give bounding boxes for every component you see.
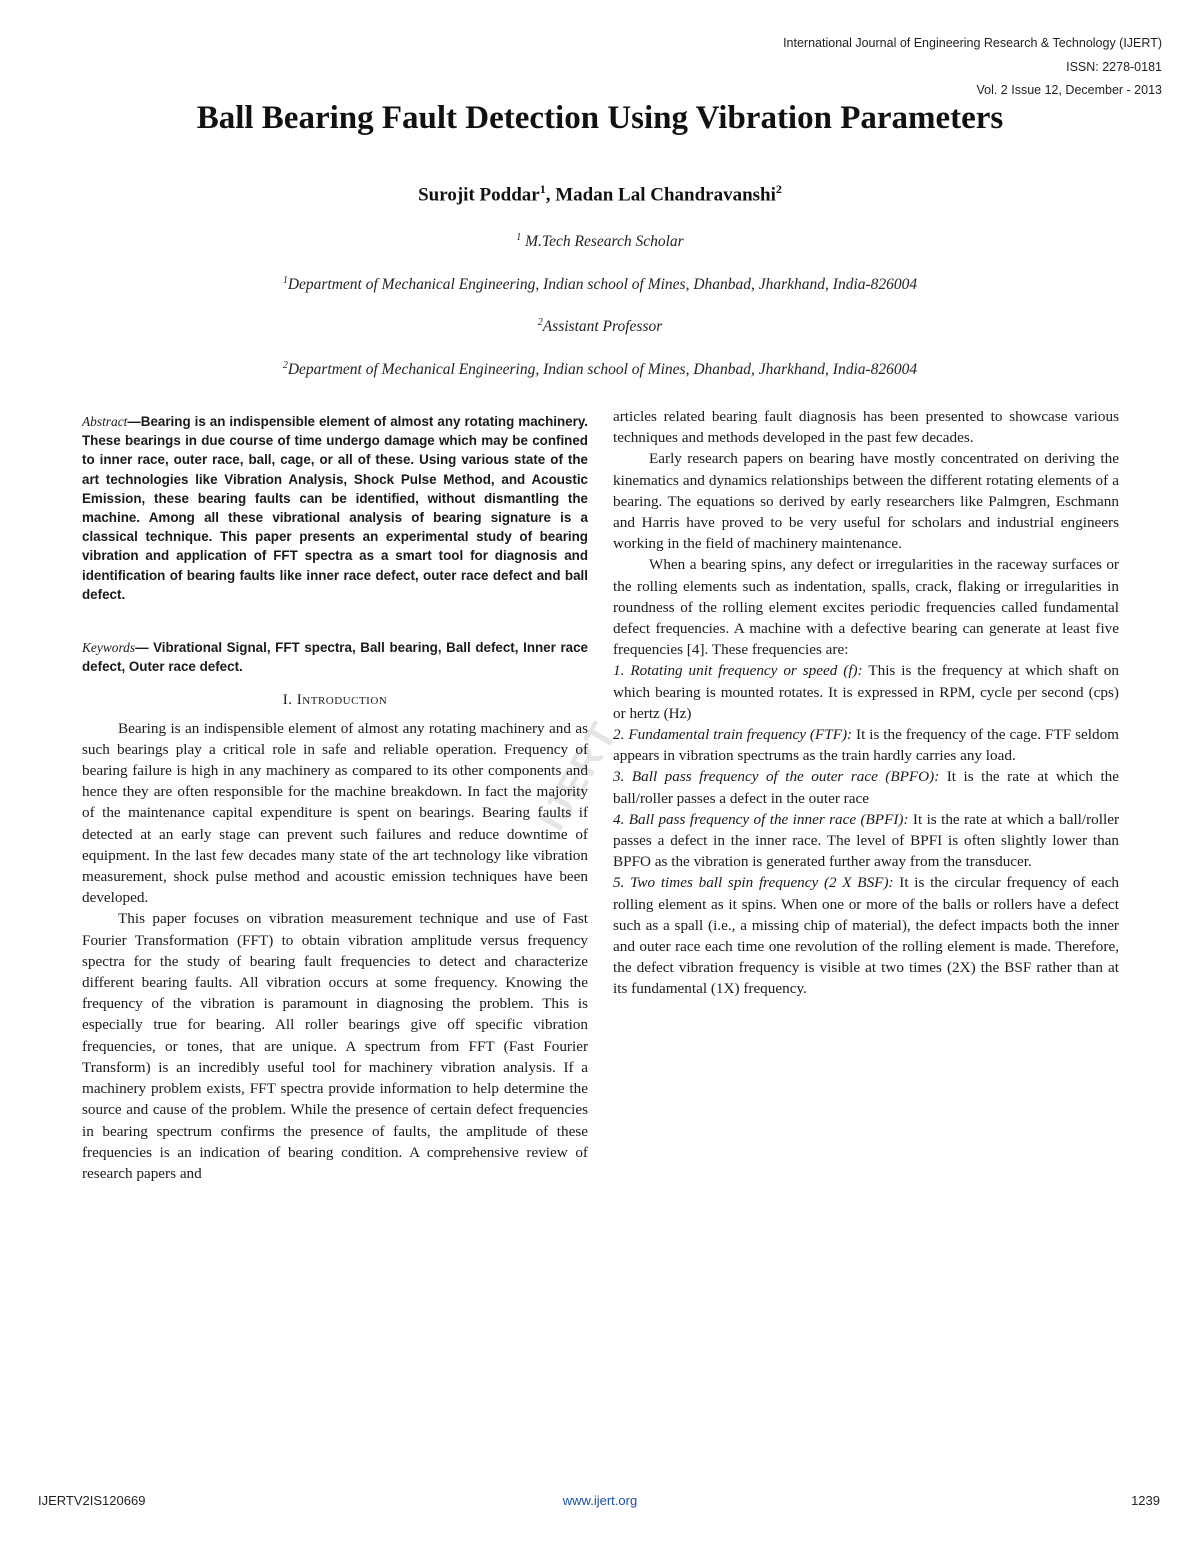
paper-id: IJERTV2IS120669 xyxy=(38,1493,146,1508)
frequency-term: 3. Ball pass frequency of the outer race (BPFO): xyxy=(613,768,940,786)
abstract xyxy=(82,412,588,604)
body-paragraph: This paper focuses on vibration measurement technique and use of Fast Fourier Transformation (FFT) to obtain vibration amplitude versus frequency spectra for the study of bearing fault frequencies to detect and characterize different bearing faults. All vibration occurs at some frequency. Knowing the frequency of the vibration is paramount in diagnosing the problem. This is especially true for bearing. All roller bearings give off specific vibration frequencies, or tones, that are unique. A spectrum from FFT (Fast Fourier Transform) is an incredibly useful tool for machinery vibration analysis. If a machinery problem exists, FFT spectra provide information to help determine the source and cause of the problem. While the presence of certain defect frequencies in bearing spectrum confirms the presence of faults, the amplitude of these frequencies is an indication of bearing condition. A comprehensive review of research papers and xyxy=(82,910,588,1182)
frequency-description: It is the rate at which a ball/roller passes a defect in the inner race. The level of BPFI is often slightly lower than BPFO as the vibration is generated further away from the transducer. xyxy=(613,810,1120,871)
volume-issue: Vol. 2 Issue 12, December - 2013 xyxy=(976,83,1162,97)
affiliation xyxy=(0,317,1200,336)
frequency-term: 1. Rotating unit frequency or speed (f): xyxy=(613,662,863,680)
keywords-dash: — xyxy=(135,640,154,656)
frequency-item xyxy=(613,724,1119,766)
keywords-text: Vibrational Signal, FFT spectra, Ball bearing, Ball defect, Inner race defect, Outer race defect. xyxy=(82,640,588,675)
section-title: Introduction xyxy=(296,692,388,709)
affiliation xyxy=(0,275,1200,294)
author-name: Madan Lal Chandravanshi xyxy=(555,184,776,206)
affiliation xyxy=(0,232,1200,251)
frequency-term: 2. Fundamental train frequency (FTF): xyxy=(613,726,853,744)
watermark: IJERT xyxy=(530,714,627,838)
affiliation-text: Assistant Professor xyxy=(542,318,663,336)
author-separator: , xyxy=(545,184,556,206)
frequency-description: It is the frequency of the cage. FTF seldom appears in vibration spectrums as the train hardly carries any load. xyxy=(613,726,1119,765)
frequency-description: It is the circular frequency of each rolling element as it spins. When one or more of the balls or rollers have a defect such as a spall (i.e., a missing chip of material), the defect impacts both the inner and outer race each time one revolution of the rolling element is made. Therefore, the defect vibration frequency is visible at two times (2X) the BSF rather than at its fundamental (1X) frequency. xyxy=(613,874,1119,998)
frequency-description: This is the frequency at which shaft on which bearing is mounted rotates. It is expressed in RPM, cycle per second (cps) or hertz (Hz) xyxy=(613,662,1119,722)
section-number: I. xyxy=(282,692,297,709)
affiliation-sup: 1 xyxy=(516,232,522,243)
body-paragraph: When a bearing spins, any defect or irregularities in the raceway surfaces or the rolling elements such as indentation, spalls, crack, flaking or irregularities in roundness of the rolling element excites periodic frequencies called fundamental defect frequencies. A machine with a defective bearing can generate at least five frequencies [4]. These frequencies are: xyxy=(613,556,1119,659)
paper-title: Ball Bearing Fault Detection Using Vibration Parameters xyxy=(196,100,1004,136)
affiliation-text: Department of Mechanical Engineering, Indian school of Mines, Dhanbad, Jharkhand, India-826004 xyxy=(287,276,918,294)
section-heading xyxy=(82,690,588,711)
journal-url-link[interactable]: www.ijert.org xyxy=(562,1493,638,1508)
frequency-term: 4. Ball pass frequency of the inner race (BPFI): xyxy=(613,810,909,828)
abstract-label: Abstract xyxy=(82,414,128,429)
right-column xyxy=(613,406,1119,1000)
frequency-item xyxy=(613,660,1119,724)
issn: ISSN: 2278-0181 xyxy=(1066,60,1162,74)
affiliation xyxy=(0,360,1200,379)
affiliation-sup: 2 xyxy=(282,360,288,371)
frequency-item xyxy=(613,809,1119,873)
frequency-description: It is the rate at which the ball/roller passes a defect in the outer race xyxy=(613,768,1119,807)
frequency-item xyxy=(613,766,1119,808)
body-paragraph: articles related bearing fault diagnosis has been presented to showcase various techniques and methods developed in the past few decades. xyxy=(613,408,1119,447)
affiliation-text: Department of Mechanical Engineering, Indian school of Mines, Dhanbad, Jharkhand, India-826004 xyxy=(287,361,918,379)
author-sup: 2 xyxy=(775,182,782,196)
keywords-label: Keywords xyxy=(82,640,136,656)
body-paragraph: Early research papers on bearing have mostly concentrated on deriving the kinematics and dynamics relationships between the different rotating elements of a bearing. The equations so derived by early researchers like Palmgren, Eschmann and Harris have proved to be very useful for scholars and industrial engineers working in the field of machinery maintenance. xyxy=(613,450,1119,553)
frequency-item xyxy=(613,872,1119,999)
body-paragraph: Bearing is an indispensible element of almost any rotating machinery and as such bearings play a critical role in safe and reliable operation. Frequency of bearing failure is high in any machinery as compared to its other components and hence they are often responsible for the machine breakdown. In fact the majority of the maintenance capital expenditure is spent on bearings. Bearing faults if detected at an early stage can prevent such failures and reduce downtime of equipment. In the last few decades many state of the art technology like vibration measurement, shock pulse method and acoustic emission techniques have been developed. xyxy=(82,719,588,907)
affiliation-sup: 2 xyxy=(537,317,543,328)
abstract-dash: — xyxy=(127,414,141,429)
affiliation-sup: 1 xyxy=(282,275,288,286)
author-name: Surojit Poddar xyxy=(418,184,540,206)
page-number: 1239 xyxy=(1131,1493,1160,1508)
frequency-term: 5. Two times ball spin frequency (2 X BSF): xyxy=(613,874,894,892)
journal-name: International Journal of Engineering Research & Technology (IJERT) xyxy=(783,36,1162,50)
affiliation-text: M.Tech Research Scholar xyxy=(525,233,684,251)
left-column xyxy=(82,412,588,1184)
keywords xyxy=(82,638,588,676)
author-sup: 1 xyxy=(539,182,546,196)
author-list xyxy=(0,182,1200,206)
abstract-text: Bearing is an indispensible element of almost any rotating machinery. These bearings in due course of time undergo damage which may be confined to inner race, outer race, ball, cage, or all of these. Using various state of the art technologies like Vibration Analysis, Shock Pulse Method, and Acoustic Emission, these bearing faults can be identified, without dismantling the machine. Among all these vibrational analysis of bearing signature is a classical technique. This paper presents an experimental study of bearing vibration and application of FFT spectra as a smart tool for diagnosis and identification of bearing faults like inner race defect, outer race defect and ball defect. xyxy=(82,414,588,602)
